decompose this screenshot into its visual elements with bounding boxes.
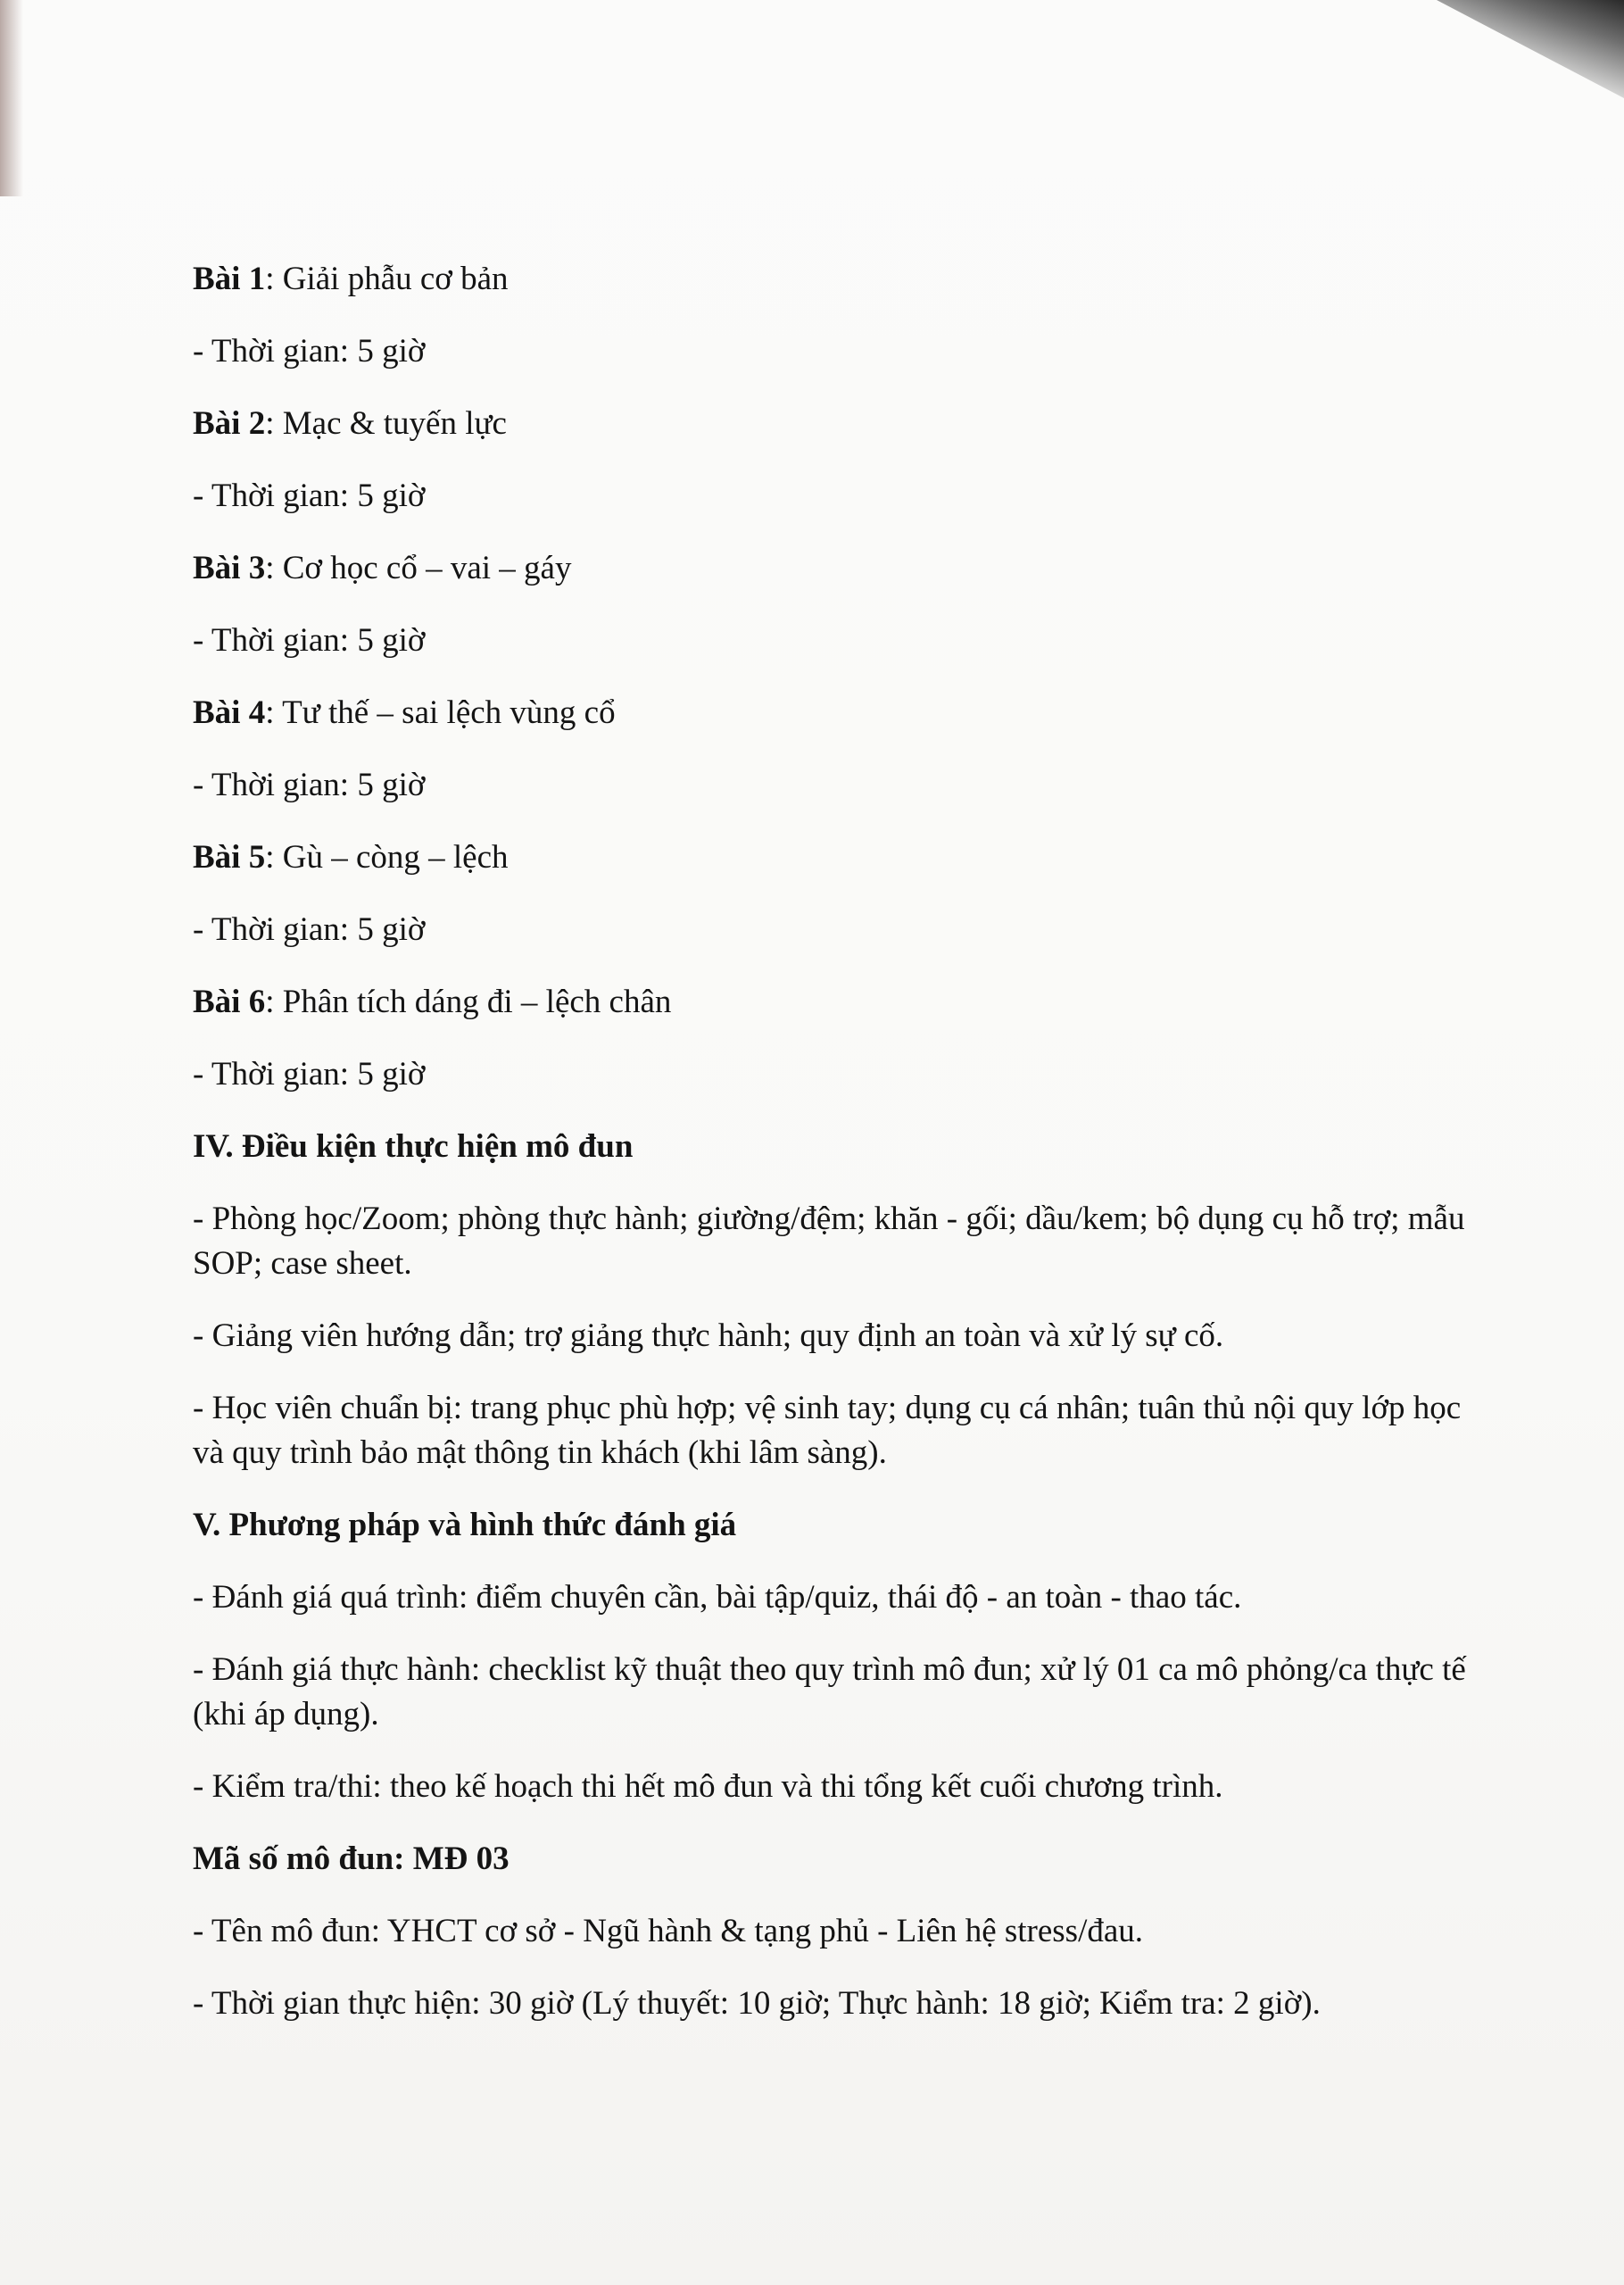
section-v-item-2: - Đánh giá thực hành: checklist kỹ thuật theo quy trình mô đun; xử lý 01 ca mô phỏng/ca thực tế (khi áp dụng). bbox=[193, 1651, 1466, 1732]
module-code-heading: Mã số mô đun: MĐ 03 bbox=[193, 1840, 510, 1877]
lesson-5-title: Bài 5: Gù – còng – lệch bbox=[193, 839, 509, 876]
lesson-5-time: - Thời gian: 5 giờ bbox=[193, 911, 426, 948]
lesson-4-time: - Thời gian: 5 giờ bbox=[193, 767, 426, 803]
lesson-1-time: - Thời gian: 5 giờ bbox=[193, 333, 426, 370]
lesson-6-time: - Thời gian: 5 giờ bbox=[193, 1056, 426, 1093]
section-v-item-3: - Kiểm tra/thi: theo kế hoạch thi hết mô đun và thi tổng kết cuối chương trình. bbox=[193, 1768, 1223, 1805]
lesson-2-title: Bài 2: Mạc & tuyến lực bbox=[193, 405, 507, 442]
section-iv-item-2: - Giảng viên hướng dẫn; trợ giảng thực hành; quy định an toàn và xử lý sự cố. bbox=[193, 1317, 1224, 1354]
lesson-4-title: Bài 4: Tư thế – sai lệch vùng cổ bbox=[193, 694, 616, 731]
lesson-3-time: - Thời gian: 5 giờ bbox=[193, 622, 426, 659]
lesson-2-time: - Thời gian: 5 giờ bbox=[193, 478, 426, 514]
section-iv-item-3: - Học viên chuẩn bị: trang phục phù hợp; vệ sinh tay; dụng cụ cá nhân; tuân thủ nội quy lớp học và quy trình bảo mật thông tin khách (khi lâm sàng). bbox=[193, 1390, 1462, 1471]
folded-corner-shadow bbox=[1356, 0, 1624, 98]
section-iv-item-1: - Phòng học/Zoom; phòng thực hành; giường/đệm; khăn - gối; dầu/kem; bộ dụng cụ hỗ trợ; mẫu SOP; case sheet. bbox=[193, 1201, 1465, 1282]
section-v-item-1: - Đánh giá quá trình: điểm chuyên cần, bài tập/quiz, thái độ - an toàn - thao tác. bbox=[193, 1579, 1242, 1616]
document-body bbox=[193, 257, 1469, 2054]
lesson-6-title: Bài 6: Phân tích dáng đi – lệch chân bbox=[193, 984, 672, 1020]
lesson-3-title: Bài 3: Cơ học cổ – vai – gáy bbox=[193, 550, 572, 586]
edge-shadow bbox=[0, 0, 23, 196]
lesson-1-title: Bài 1: Giải phẫu cơ bản bbox=[193, 261, 509, 297]
section-iv-heading: IV. Điều kiện thực hiện mô đun bbox=[193, 1128, 634, 1165]
module-name: - Tên mô đun: YHCT cơ sở - Ngũ hành & tạng phủ - Liên hệ stress/đau. bbox=[193, 1913, 1144, 1949]
module-duration: - Thời gian thực hiện: 30 giờ (Lý thuyết: 10 giờ; Thực hành: 18 giờ; Kiểm tra: 2 giờ). bbox=[193, 1985, 1321, 2022]
section-v-heading: V. Phương pháp và hình thức đánh giá bbox=[193, 1507, 737, 1543]
